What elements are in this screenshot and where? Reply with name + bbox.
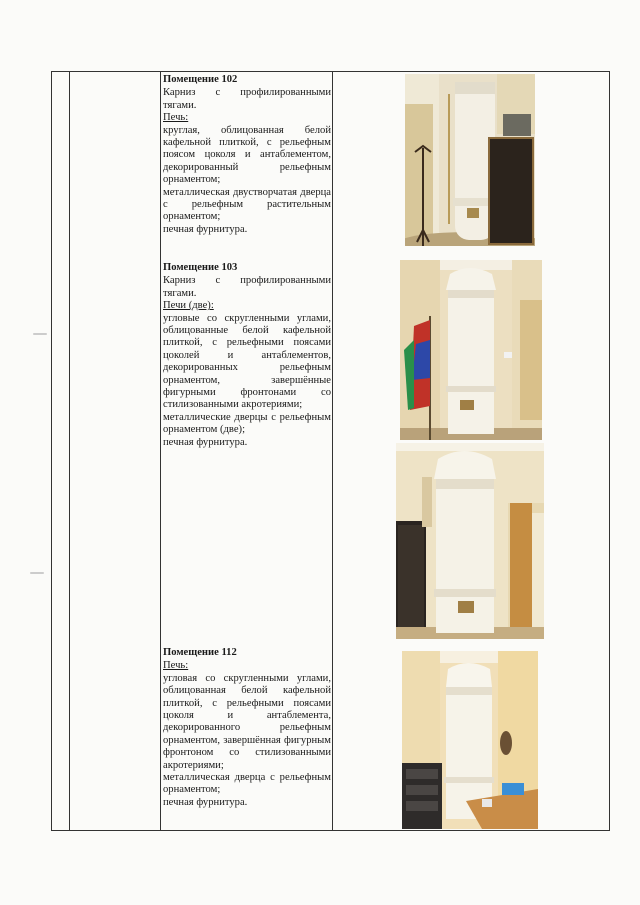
- table-border-right: [609, 71, 610, 831]
- table-border-top: [51, 71, 610, 72]
- room-103-text-block: [163, 262, 331, 449]
- room-102-desc-2: металлическая двустворчатая дверца с рельефным растительным орнаментом;: [163, 186, 331, 223]
- photo-room-103-second-stove: [396, 443, 544, 639]
- room-103-title: Помещение 103: [163, 262, 238, 273]
- table-column-divider-3: [332, 71, 333, 831]
- photo-room-102-round-stove: [405, 74, 535, 246]
- room-112-desc-2: металлическая дверца с рельефным орнаментом;: [163, 772, 331, 796]
- room-102-text-block: [163, 74, 331, 236]
- room-103-stove-label: Печи (две):: [163, 300, 214, 312]
- table-column-divider-1: [69, 71, 70, 831]
- room-112-desc-1: угловая со скругленными углами, облицованная белой кафельной плиткой, с рельефными поясами цоколя и антаблемента, декорированного рельефным орнаментом, завершённая фигурным фронтоном со стилизованными акротериями;: [163, 672, 331, 771]
- room-102-desc-3: печная фурнитура.: [163, 223, 248, 235]
- room-102-cornice: Карниз с профилированными тягами.: [163, 87, 331, 111]
- photo-room-103-stove-with-flag: [400, 260, 542, 440]
- room-103-desc-2: металлические дверцы с рельефным орнаментом (две);: [163, 411, 331, 436]
- room-103-cornice: Карниз с профилированными тягами.: [163, 275, 331, 299]
- room-112-title: Помещение 112: [163, 647, 237, 658]
- room-112-stove-label: Печь:: [163, 660, 189, 672]
- table-border-left: [51, 71, 52, 831]
- photo-room-112-corner-stove: [402, 651, 538, 829]
- room-102-desc-1: круглая, облицованная белой кафельной плиткой, с рельефным поясом цоколя и антаблементом, декорированный рельефным орнаментом;: [163, 124, 331, 186]
- room-102-stove-label: Печь:: [163, 112, 189, 124]
- room-102-title: Помещение 102: [163, 74, 238, 85]
- scan-mark: [30, 572, 44, 574]
- room-103-desc-3: печная фурнитура.: [163, 436, 248, 448]
- room-103-desc-1: угловые со скругленными углами, облицованные белой кафельной плиткой, с рельефными поясами цоколей и антаблементов, декорированных рельефным орнаментом, завершённые фигурными фронтонами со стилизованными акротериями;: [163, 312, 331, 411]
- room-112-desc-3: печная фурнитура.: [163, 796, 248, 808]
- room-112-text-block: [163, 647, 331, 809]
- table-column-divider-2: [160, 71, 161, 831]
- scan-mark: [33, 333, 47, 335]
- table-border-bottom: [51, 830, 610, 831]
